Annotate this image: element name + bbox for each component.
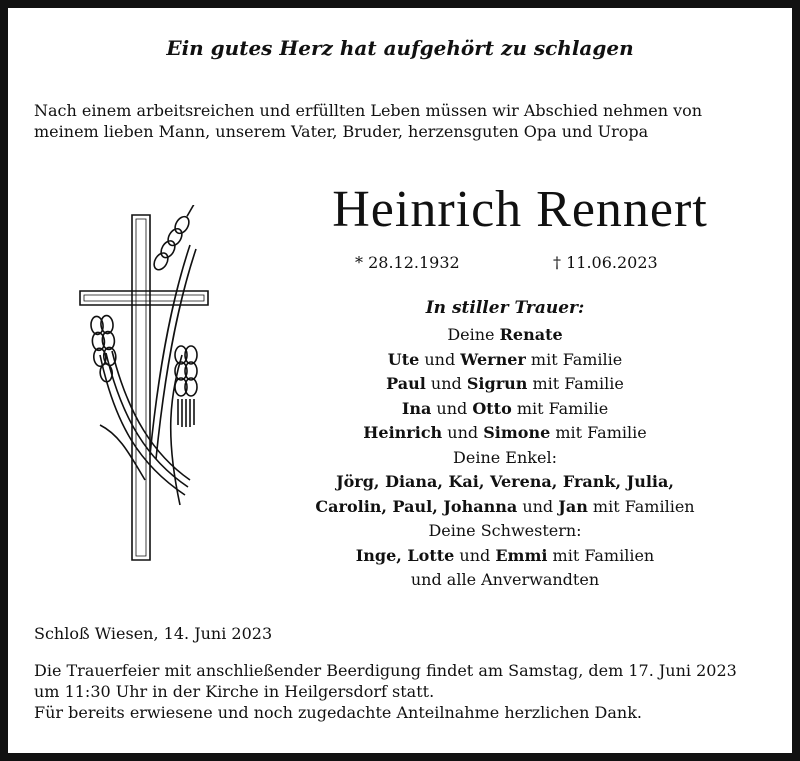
intro-line: meinem lieben Mann, unserem Vater, Bruder, herzensguten Opa und Uropa	[34, 122, 649, 141]
mourner-line: Ina und Otto mit Familie	[401, 398, 609, 418]
mourner-line: Deine Enkel:	[453, 447, 557, 467]
mourner-line: Jörg, Diana, Kai, Verena, Frank, Julia,	[336, 472, 674, 491]
mourner-line: und alle Anverwandten	[410, 570, 600, 589]
mourning-lead: In stiller Trauer:	[425, 298, 585, 318]
place-date: Schloß Wiesen, 14. Juni 2023	[34, 624, 273, 643]
closing-line: Die Trauerfeier mit anschließender Beerdigung findet am Samstag, dem 17. Juni 2023	[34, 661, 737, 680]
mourner-line: Deine Schwestern:	[428, 521, 582, 540]
deceased-name: Heinrich Rennert	[332, 181, 708, 238]
intro-line: Nach einem arbeitsreichen und erfüllten Leben müssen wir Abschied nehmen von	[34, 101, 703, 120]
closing-line: Für bereits erwiesene und noch zugedachte Anteilnahme herzlichen Dank.	[34, 703, 642, 722]
death-date: † 11.06.2023	[553, 253, 658, 272]
headline: Ein gutes Herz hat aufgehört zu schlagen	[166, 36, 634, 60]
mourner-line: Paul und Sigrun mit Familie	[386, 374, 624, 393]
mourner-line: Heinrich und Simone mit Familie	[363, 423, 647, 442]
intro-text	[34, 100, 774, 142]
birth-date: * 28.12.1932	[355, 253, 460, 272]
cross-with-wheat-icon	[70, 205, 220, 575]
mourners-block	[290, 295, 720, 593]
mourner-line: Inge, Lotte und Emmi mit Familien	[355, 545, 655, 565]
mourner-line: Ute und Werner mit Familie	[387, 349, 623, 369]
mourner-line: Carolin, Paul, Johanna und Jan mit Familien	[315, 496, 695, 516]
closing-line: um 11:30 Uhr in der Kirche in Heilgersdorf statt.	[34, 682, 435, 701]
mourner-line: Deine Renate	[447, 325, 563, 344]
closing-text	[34, 660, 774, 723]
